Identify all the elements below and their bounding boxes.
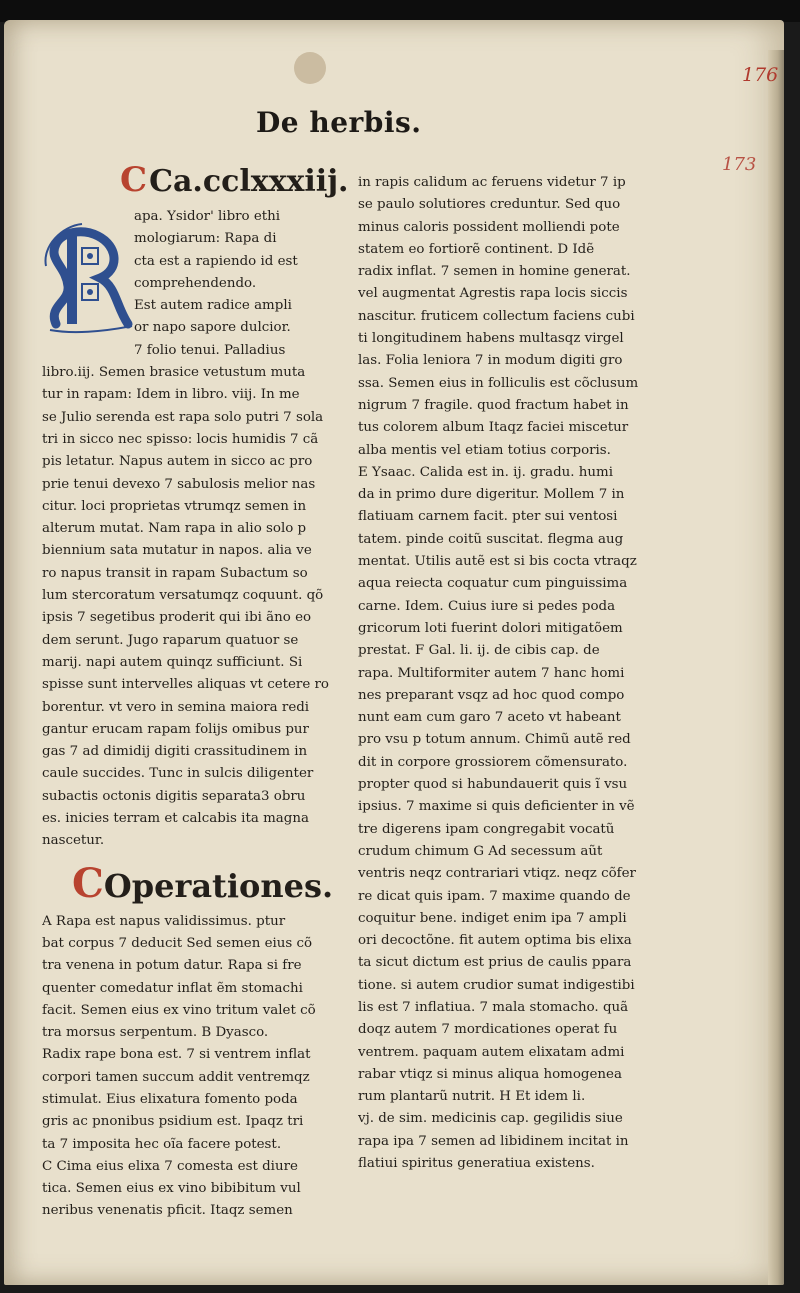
text-line: coquitur bene. indiget enim ipa 7 ampli xyxy=(358,910,627,926)
text-line: in rapis calidum ac feruens videtur 7 ip xyxy=(358,175,626,190)
text-line: stimulat. Eius elixatura fomento poda xyxy=(42,1091,298,1107)
chapter-heading xyxy=(120,160,349,202)
text-line: gantur erucam rapam folijs omibus pur xyxy=(42,721,309,737)
text-line: facit. Semen eius ex vino tritum valet cõ xyxy=(42,1002,316,1018)
text-line: libro.iij. Semen brasice vetustum muta xyxy=(42,365,306,381)
text-line: ssa. Semen eius in folliculis est cõclusum xyxy=(358,375,639,391)
text-line: ipsius. 7 maxime si quis deficienter in vẽ xyxy=(358,799,635,815)
text-line: Est autem radice ampli xyxy=(134,298,292,314)
text-line: rapa ipa 7 semen ad libidinem incitat in xyxy=(358,1133,629,1149)
opening-block xyxy=(42,206,332,362)
text-line: minus caloris possident molliendi pote xyxy=(358,219,620,235)
text-line: rum plantarũ nutrit. H Et idem li. xyxy=(358,1089,586,1105)
text-line: ventris neqz contrariari vtiqz. neqz cõfer xyxy=(358,866,636,882)
text-line: 7 folio tenui. Palladius xyxy=(134,342,286,358)
text-line: ipsis 7 segetibus proderit qui ibi ãno eo xyxy=(42,610,312,626)
text-line: quenter comedatur inflat ẽm stomachi xyxy=(42,980,303,996)
text-line: crudum chimum G Ad secessum aũt xyxy=(358,843,603,859)
text-line: C Cima eius elixa 7 comesta est diure xyxy=(42,1158,298,1174)
text-line: statem eo fortiorẽ continent. D Idẽ xyxy=(358,241,595,257)
text-line: caule succides. Tunc in sulcis diligenter xyxy=(42,766,314,782)
text-line: alba mentis vel etiam totius corporis. xyxy=(358,442,611,458)
left-column xyxy=(42,160,349,1223)
text-line: tus colorem album Itaqz faciei miscetur xyxy=(358,420,629,436)
folio-number-manuscript: 176 xyxy=(742,64,779,86)
text-line: A Rapa est napus validissimus. ptur xyxy=(42,913,286,929)
text-line: prie tenui devexo 7 sabulosis melior nas xyxy=(42,476,316,492)
rubric-paraph-icon: C xyxy=(72,859,104,907)
text-line: ro napus transit in rapam Subactum so xyxy=(42,565,308,581)
text-line: vj. de sim. medicinis cap. gegilidis siue xyxy=(358,1111,623,1127)
text-line: re dicat quis ipam. 7 maxime quando de xyxy=(358,888,631,904)
text-line: flatiuam carnem facit. pter sui ventosi xyxy=(358,509,618,525)
text-line: spisse sunt intervelles aliquas vt cetere ro xyxy=(42,677,329,693)
text-line: subactis octonis digitis separata3 obru xyxy=(42,788,306,804)
left-text-block xyxy=(42,362,332,853)
text-line: E Ysaac. Calida est in. ij. gradu. humi xyxy=(358,464,614,480)
text-line: pis letatur. Napus autem in sicco ac pro xyxy=(42,454,313,470)
text-line: mologiarum: Rapa di xyxy=(134,231,277,247)
text-line: mentat. Utilis autẽ est si bis cocta vtraqz xyxy=(358,554,637,570)
text-line: tra morsus serpentum. B Dyasco. xyxy=(42,1025,269,1041)
dark-background-top xyxy=(0,0,800,22)
text-line: alterum mutat. Nam rapa in alio solo p xyxy=(42,521,307,537)
text-line: tica. Semen eius ex vino bibibitum vul xyxy=(42,1181,301,1197)
text-line: lum stercoratum versatumqz coquunt. qõ xyxy=(42,588,324,604)
right-column xyxy=(358,172,668,1175)
text-line: tri in sicco nec spisso: locis humidis 7 cã xyxy=(42,431,319,447)
text-line: nes preparant vsqz ad hoc quod compo xyxy=(358,687,625,703)
text-line: ventrem. paquam autem elixatam admi xyxy=(358,1044,625,1060)
manuscript-page xyxy=(4,20,784,1285)
text-line: rapa. Multiformiter autem 7 hanc homi xyxy=(358,665,625,681)
text-line: carne. Idem. Cuius iure si pedes poda xyxy=(358,598,616,614)
text-line: prestat. F Gal. li. ij. de cibis cap. de xyxy=(358,643,600,659)
text-line: citur. loci proprietas vtrumqz semen in xyxy=(42,498,307,514)
text-line: bat corpus 7 deducit Sed semen eius cõ xyxy=(42,935,313,951)
text-line: rabar vtiqz si minus aliqua homogenea xyxy=(358,1066,622,1082)
text-line: nunt eam cum garo 7 aceto vt habeant xyxy=(358,710,621,726)
text-line: or napo sapore dulcior. xyxy=(134,320,291,336)
text-line: cta est a rapiendo id est xyxy=(134,253,298,269)
text-line: apa. Ysidor' libro ethi xyxy=(134,209,281,224)
text-line: borentur. vt vero in semina maiora redi xyxy=(42,699,310,715)
text-line: tatem. pinde coitũ suscitat. flegma aug xyxy=(358,531,624,547)
text-line: nascitur. fruticem collectum faciens cubi xyxy=(358,308,635,324)
text-line: radix inflat. 7 semen in homine generat. xyxy=(358,264,631,280)
text-line: ori decoctõne. fit autem optima bis elixa xyxy=(358,933,632,949)
text-line: tra venena in potum datur. Rapa si fre xyxy=(42,958,302,974)
section-heading-text: Operationes. xyxy=(103,866,334,905)
right-text-block xyxy=(358,172,668,1175)
text-line: doqz autem 7 mordicationes operat fu xyxy=(358,1022,618,1038)
text-line: corpori tamen succum addit ventremqz xyxy=(42,1069,310,1085)
text-line: propter quod si habundauerit quis ĩ vsu xyxy=(358,777,628,793)
text-line: comprehendendo. xyxy=(134,275,257,291)
text-line: gas 7 ad dimidij digiti crassitudinem in xyxy=(42,744,308,760)
text-line: dem serunt. Jugo raparum quatuor se xyxy=(42,632,299,648)
text-line: tur in rapam: Idem in libro. viij. In me xyxy=(42,387,300,403)
operations-text-block xyxy=(42,911,332,1223)
text-line: se Julio serenda est rapa solo putri 7 sola xyxy=(42,409,324,425)
text-line: las. Folia leniora 7 in modum digiti gro xyxy=(358,353,623,369)
rubric-paraph-icon: C xyxy=(120,160,148,200)
text-line: gricorum loti fuerint dolori mitigatõem xyxy=(358,620,623,636)
text-line: pro vsu p totum annum. Chimũ autẽ red xyxy=(358,732,631,748)
running-title: De herbis. xyxy=(256,106,422,139)
text-line: lis est 7 inflatiua. 7 mala stomacho. quã xyxy=(358,999,629,1015)
text-line: biennium sata mutatur in napos. alia ve xyxy=(42,543,312,559)
section-heading xyxy=(72,861,332,909)
paper-stain xyxy=(294,52,326,84)
text-line: ta sicut dictum est prius de caulis ppara xyxy=(358,955,632,971)
text-line: neribus venenatis pficit. Itaqz semen xyxy=(42,1203,293,1219)
text-line: aqua reiecta coquatur cum pinguissima xyxy=(358,576,628,592)
text-line: ti longitudinem habens multasqz virgel xyxy=(358,331,624,347)
text-line: tione. si autem crudior sumat indigestibi xyxy=(358,977,635,993)
text-line: vel augmentat Agrestis rapa locis siccis xyxy=(358,286,628,302)
text-line: es. inicies terram et calcabis ita magna xyxy=(42,811,309,827)
text-line: Radix rape bona est. 7 si ventrem inflat xyxy=(42,1047,311,1063)
text-line: gris ac pnonibus psidium est. Ipaqz tri xyxy=(42,1114,304,1130)
text-line: da in primo dure digeritur. Mollem 7 in xyxy=(358,487,625,503)
folio-number-struck: 173 xyxy=(722,154,757,175)
chapter-heading-text: Ca.cclxxxiij. xyxy=(149,164,349,199)
text-line: flatiui spiritus generatiua existens. xyxy=(358,1156,595,1172)
page-edge xyxy=(768,50,784,1285)
decorated-initial-r-icon xyxy=(42,206,134,334)
text-line: marij. napi autem quinqz sufficiunt. Si xyxy=(42,654,303,670)
text-line: tre digerens ipam congregabit vocatũ xyxy=(358,821,615,837)
text-line: se paulo solutiores creduntur. Sed quo xyxy=(358,197,621,213)
text-line: ta 7 imposita hec oĩa facere potest. xyxy=(42,1136,282,1152)
text-line: nascetur. xyxy=(42,833,105,849)
text-line: nigrum 7 fragile. quod fractum habet in xyxy=(358,397,629,413)
text-line: dit in corpore grossiorem cõmensurato. xyxy=(358,754,628,770)
